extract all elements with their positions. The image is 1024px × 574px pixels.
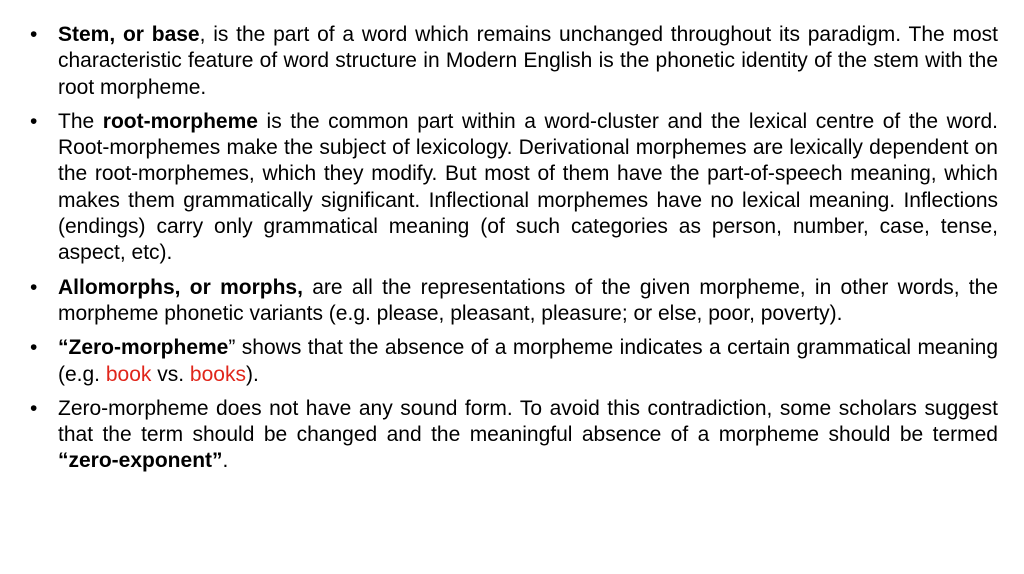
definition-zero-morpheme-tail: ). — [245, 362, 259, 386]
term-zero-morpheme: “Zero-morpheme — [58, 336, 229, 360]
example-separator: vs. — [151, 362, 190, 386]
term-zero-morpheme-close-quote: ” — [228, 336, 236, 360]
bullet-dot-icon: • — [30, 23, 38, 46]
definition-zero-exponent-tail: . — [222, 449, 229, 473]
bullet-item-stem — [30, 22, 998, 101]
bullet-item-root-morpheme — [30, 109, 998, 267]
bullet-dot-icon: • — [30, 109, 38, 133]
example-books: books — [189, 362, 246, 386]
bullet-dot-icon: • — [30, 336, 38, 360]
definition-allomorphs: are all the representations of the given morpheme, in other words, the morpheme phonetic variants (e.g. please, pleasant, pleasure; or else, poor, poverty). — [58, 275, 999, 325]
lead-root-morpheme: The — [58, 109, 103, 133]
definition-stem: , is the part of a word which remains unchanged throughout its paradigm. The most characteristic feature of word structure in Modern English is the phonetic identity of the stem with the root morpheme. — [58, 23, 998, 99]
definition-zero-exponent: Zero-morpheme does not have any sound form. To avoid this contradiction, some scholars suggest that the term should be changed and the meaningful absence of a morpheme should be termed — [58, 396, 998, 447]
example-book: book — [105, 362, 152, 386]
bullet-item-zero-morpheme — [30, 335, 998, 388]
bullet-dot-icon: • — [30, 275, 38, 299]
definition-root-morpheme: is the common part within a word-cluster and the lexical centre of the word. Root-morphemes make the subject of lexicology. Derivational morphemes are lexically dependent on the root-morphemes, which they modify. But most of them have the part-of-speech meaning, which makes them grammatically significant. Inflectional morphemes have no lexical meaning. Inflections (endings) carry only grammatical meaning (of such categories as person, number, case, tense, aspect, etc). — [58, 109, 998, 265]
term-zero-exponent: “zero-exponent” — [58, 449, 223, 473]
term-stem: Stem, or base — [58, 23, 200, 46]
bullet-item-allomorphs — [30, 275, 998, 328]
bullet-item-zero-exponent — [30, 396, 998, 475]
bullet-list — [30, 22, 998, 483]
term-allomorphs: Allomorphs, or morphs, — [58, 275, 303, 299]
bullet-dot-icon: • — [30, 396, 38, 420]
definition-zero-morpheme: shows that the absence of a morpheme indicates a certain grammatical meaning (e.g. — [58, 336, 998, 386]
term-root-morpheme: root-morpheme — [102, 109, 258, 133]
